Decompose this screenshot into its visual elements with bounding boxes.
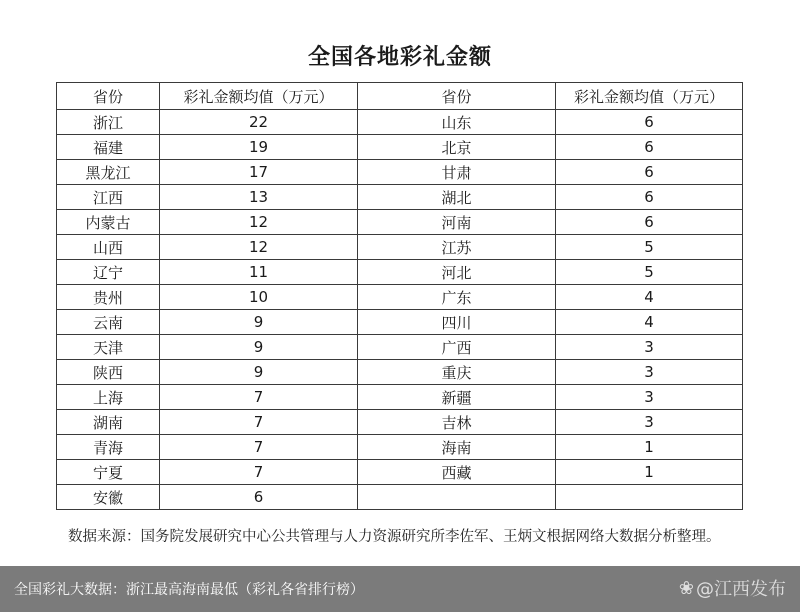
dowry-table bbox=[56, 82, 743, 510]
cell-amount-left: 12 bbox=[160, 235, 358, 260]
cell-amount-left: 9 bbox=[160, 360, 358, 385]
cell-province-left: 贵州 bbox=[57, 285, 160, 310]
table-row bbox=[57, 135, 743, 160]
watermark-text: @江西发布 bbox=[696, 579, 786, 600]
header-amount-left: 彩礼金额均值（万元） bbox=[160, 83, 358, 110]
cell-province-right: 新疆 bbox=[358, 385, 556, 410]
cell-amount-left: 17 bbox=[160, 160, 358, 185]
cell-amount-left: 12 bbox=[160, 210, 358, 235]
table-row bbox=[57, 285, 743, 310]
table-title: 全国各地彩礼金额 bbox=[307, 45, 492, 70]
cell-amount-left: 7 bbox=[160, 410, 358, 435]
header-province-right: 省份 bbox=[358, 83, 556, 110]
header-amount-right: 彩礼金额均值（万元） bbox=[556, 83, 743, 110]
table-row bbox=[57, 435, 743, 460]
cell-province-right: 山东 bbox=[358, 110, 556, 135]
weibo-logo-icon: ❀ bbox=[678, 577, 694, 599]
table-row bbox=[57, 360, 743, 385]
table-row bbox=[57, 160, 743, 185]
cell-province-right: 海南 bbox=[358, 435, 556, 460]
cell-amount-left: 9 bbox=[160, 335, 358, 360]
table-row bbox=[57, 310, 743, 335]
watermark bbox=[679, 575, 786, 601]
cell-amount-left: 7 bbox=[160, 385, 358, 410]
cell-province-left: 江西 bbox=[57, 185, 160, 210]
cell-province-left: 浙江 bbox=[57, 110, 160, 135]
table-row bbox=[57, 410, 743, 435]
cell-province-left: 天津 bbox=[57, 335, 160, 360]
table-row bbox=[57, 110, 743, 135]
cell-province-right: 广西 bbox=[358, 335, 556, 360]
cell-province-right: 甘肃 bbox=[358, 160, 556, 185]
cell-amount-left: 9 bbox=[160, 310, 358, 335]
cell-province-left: 黑龙江 bbox=[57, 160, 160, 185]
table-row bbox=[57, 335, 743, 360]
cell-province-left: 湖南 bbox=[57, 410, 160, 435]
cell-amount-right bbox=[556, 485, 743, 510]
table-row bbox=[57, 385, 743, 410]
cell-province-right: 河北 bbox=[358, 260, 556, 285]
header-province-left: 省份 bbox=[57, 83, 160, 110]
cell-province-right: 四川 bbox=[358, 310, 556, 335]
cell-amount-left: 7 bbox=[160, 460, 358, 485]
table-row bbox=[57, 185, 743, 210]
cell-amount-right: 1 bbox=[556, 435, 743, 460]
cell-province-left: 辽宁 bbox=[57, 260, 160, 285]
cell-amount-left: 13 bbox=[160, 185, 358, 210]
cell-amount-right: 6 bbox=[556, 160, 743, 185]
cell-province-left: 上海 bbox=[57, 385, 160, 410]
cell-province-left: 宁夏 bbox=[57, 460, 160, 485]
cell-amount-left: 6 bbox=[160, 485, 358, 510]
cell-amount-right: 4 bbox=[556, 285, 743, 310]
table-row bbox=[57, 210, 743, 235]
cell-amount-right: 3 bbox=[556, 335, 743, 360]
cell-province-right: 重庆 bbox=[358, 360, 556, 385]
caption-bar bbox=[0, 566, 800, 612]
cell-province-left: 山西 bbox=[57, 235, 160, 260]
cell-province-left: 内蒙古 bbox=[57, 210, 160, 235]
cell-province-right: 广东 bbox=[358, 285, 556, 310]
cell-province-right: 江苏 bbox=[358, 235, 556, 260]
cell-amount-right: 6 bbox=[556, 135, 743, 160]
table-header-row bbox=[57, 83, 743, 110]
cell-amount-right: 6 bbox=[556, 110, 743, 135]
cell-amount-right: 4 bbox=[556, 310, 743, 335]
cell-province-right: 湖北 bbox=[358, 185, 556, 210]
cell-province-right: 吉林 bbox=[358, 410, 556, 435]
cell-amount-left: 10 bbox=[160, 285, 358, 310]
image-caption: 全国彩礼大数据：浙江最高海南最低（彩礼各省排行榜） bbox=[14, 582, 364, 598]
cell-province-right bbox=[358, 485, 556, 510]
table-row bbox=[57, 235, 743, 260]
cell-province-left: 安徽 bbox=[57, 485, 160, 510]
cell-province-right: 河南 bbox=[358, 210, 556, 235]
cell-amount-left: 7 bbox=[160, 435, 358, 460]
cell-amount-left: 11 bbox=[160, 260, 358, 285]
cell-amount-left: 22 bbox=[160, 110, 358, 135]
cell-province-left: 福建 bbox=[57, 135, 160, 160]
cell-province-left: 云南 bbox=[57, 310, 160, 335]
cell-amount-right: 1 bbox=[556, 460, 743, 485]
cell-amount-right: 6 bbox=[556, 210, 743, 235]
cell-amount-right: 3 bbox=[556, 385, 743, 410]
cell-amount-right: 3 bbox=[556, 410, 743, 435]
cell-amount-right: 5 bbox=[556, 260, 743, 285]
table-body bbox=[57, 110, 743, 510]
cell-amount-right: 3 bbox=[556, 360, 743, 385]
table-row bbox=[57, 485, 743, 510]
cell-amount-right: 6 bbox=[556, 185, 743, 210]
table-row bbox=[57, 460, 743, 485]
cell-province-right: 北京 bbox=[358, 135, 556, 160]
cell-province-left: 陕西 bbox=[57, 360, 160, 385]
cell-amount-right: 5 bbox=[556, 235, 743, 260]
table-row bbox=[57, 260, 743, 285]
data-source-note: 数据来源：国务院发展研究中心公共管理与人力资源研究所李佐军、王炳文根据网络大数据分析整理。 bbox=[68, 529, 721, 545]
cell-province-right: 西藏 bbox=[358, 460, 556, 485]
cell-province-left: 青海 bbox=[57, 435, 160, 460]
cell-amount-left: 19 bbox=[160, 135, 358, 160]
